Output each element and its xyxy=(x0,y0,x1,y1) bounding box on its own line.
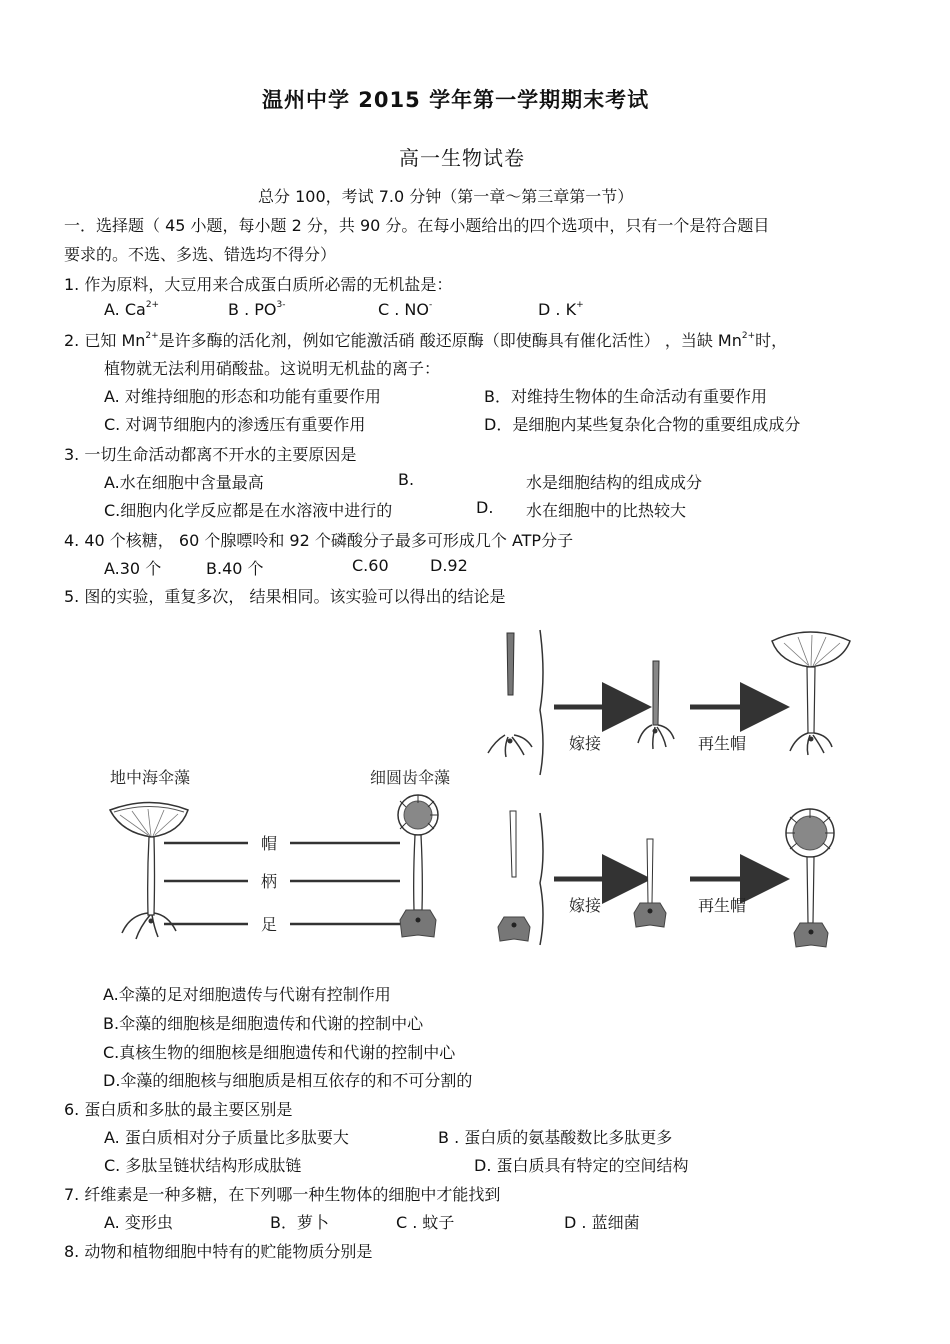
q6-option-c: C. 多肽呈链状结构形成肽链 xyxy=(104,1156,302,1175)
q7-option-b: B．萝卜 xyxy=(270,1213,329,1232)
paper-subtitle: 高一生物试卷 xyxy=(399,146,525,170)
label-crenulata: 细圆齿伞藻 xyxy=(370,768,451,787)
q2-option-b: B．对维持生物体的生命活动有重要作用 xyxy=(484,387,767,406)
q7-option-a: A. 变形虫 xyxy=(104,1213,173,1232)
q5-option-d: D.伞藻的细胞核与细胞质是相互依存的和不可分割的 xyxy=(103,1071,473,1090)
q2-option-a: A. 对维持细胞的形态和功能有重要作用 xyxy=(104,387,381,406)
q3-option-d-letter: D. xyxy=(476,498,494,517)
exam-info: 总分 100，考试 7.0 分钟（第一章～第三章第一节） xyxy=(258,187,634,206)
q3-option-b: 水是细胞结构的组成成分 xyxy=(526,473,703,492)
q2-stem: 2. 已知 $Mn^{2+}$是许多酶的活化剂，例如它能激活硝 酸还原酶（即使酶具有催化活性） ，当缺 $Mn^{2+}$时， xyxy=(64,331,788,350)
section-intro-line1: 一．选择题（ 45 小题，每小题 2 分，共 90 分。在每小题给出的四个选项中，只有一个是符合题目 xyxy=(64,216,770,235)
q3-option-c: C.细胞内化学反应都是在水溶液中进行的 xyxy=(104,501,393,520)
q1-option-d: D . K+ xyxy=(538,300,584,319)
q5-option-c: C.真核生物的细胞核是细胞遗传和代谢的控制中心 xyxy=(103,1043,456,1062)
q5-stem: 5. 图的实验，重复多次， 结果相同。该实验可以得出的结论是 xyxy=(64,587,506,606)
q8-stem: 8. 动物和植物细胞中特有的贮能物质分别是 xyxy=(64,1242,373,1261)
exam-title: 温州中学 2015 学年第一学期期末考试 xyxy=(262,88,650,112)
q7-stem: 7. 纤维素是一种多糖，在下列哪一种生物体的细胞中才能找到 xyxy=(64,1185,501,1204)
label-mediterranea: 地中海伞藻 xyxy=(110,768,191,787)
q4-option-c: C.60 xyxy=(352,556,389,575)
q2-option-d: D．是细胞内某些复杂化合物的重要组成成分 xyxy=(484,415,801,434)
q4-stem: 4. 40 个核糖， 60 个腺嘌呤和 92 个磷酸分子最多可形成几个 ATP分子 xyxy=(64,531,574,550)
label-cap: 帽 xyxy=(261,834,278,853)
q6-option-d: D. 蛋白质具有特定的空间结构 xyxy=(474,1156,689,1175)
q4-option-d: D.92 xyxy=(430,556,468,575)
graft-label-bottom: 嫁接 xyxy=(569,896,602,915)
q2-option-c: C. 对调节细胞内的渗透压有重要作用 xyxy=(104,415,366,434)
label-foot: 足 xyxy=(261,915,278,934)
regen-label-top: 再生帽 xyxy=(698,734,747,753)
q1-option-b: B . $PO^{3-}$ xyxy=(228,300,286,319)
q1-option-c: C . NO- xyxy=(378,300,433,319)
regen-label-bottom: 再生帽 xyxy=(698,896,747,915)
q5-option-b: B.伞藻的细胞核是细胞遗传和代谢的控制中心 xyxy=(103,1014,424,1033)
label-stalk: 柄 xyxy=(261,872,278,891)
q7-option-c: C . 蚊子 xyxy=(396,1213,455,1232)
crenulata-alga-icon xyxy=(398,795,438,937)
section-intro-line2: 要求的。不选、多选、错选均不得分） xyxy=(64,245,337,264)
q7-option-d: D . 蓝细菌 xyxy=(564,1213,640,1232)
mediterranea-alga-icon xyxy=(110,803,188,940)
q5-option-a: A.伞藻的足对细胞遗传与代谢有控制作用 xyxy=(103,985,391,1004)
q1-stem: 1. 作为原料，大豆用来合成蛋白质所必需的无机盐是： xyxy=(64,275,453,294)
q4-option-a: A.30 个 xyxy=(104,559,162,578)
q3-option-b-letter: B. xyxy=(398,470,415,489)
q3-option-d: 水在细胞中的比热较大 xyxy=(526,501,687,520)
q1-option-a: A. $Ca^{2+}$ xyxy=(104,300,160,319)
q2-stem-line2: 植物就无法利用硝酸盐。这说明无机盐的离子： xyxy=(104,359,441,378)
q3-stem: 3. 一切生命活动都离不开水的主要原因是 xyxy=(64,445,357,464)
q3-option-a: A.水在细胞中含量最高 xyxy=(104,473,264,492)
top-experiment-row xyxy=(488,630,850,775)
q6-option-b: B . 蛋白质的氨基酸数比多肽更多 xyxy=(438,1128,673,1147)
acetabularia-graft-figure xyxy=(100,615,880,960)
q4-option-b: B.40 个 xyxy=(206,559,264,578)
bottom-experiment-row xyxy=(498,809,834,947)
q6-option-a: A. 蛋白质相对分子质量比多肽要大 xyxy=(104,1128,349,1147)
q6-stem: 6. 蛋白质和多肽的最主要区别是 xyxy=(64,1100,293,1119)
graft-label-top: 嫁接 xyxy=(569,734,602,753)
